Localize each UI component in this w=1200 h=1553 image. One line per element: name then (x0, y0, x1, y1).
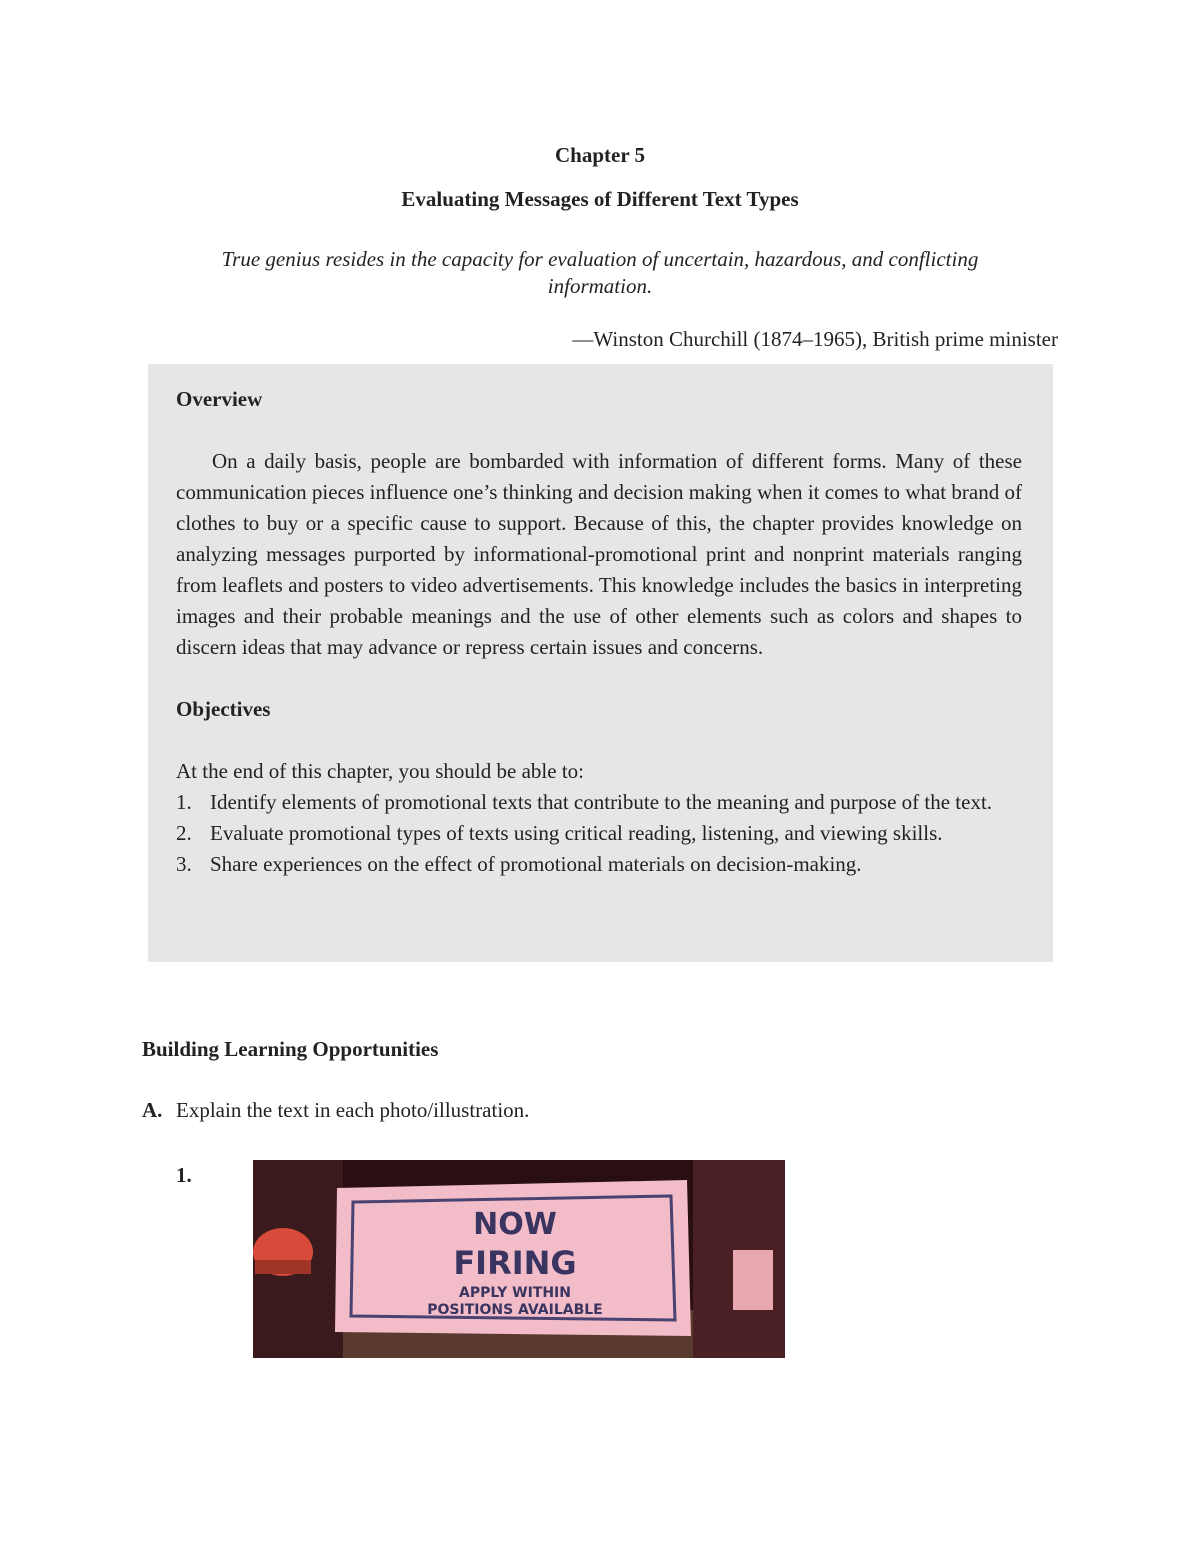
objective-number: 3. (176, 852, 192, 876)
overview-objectives-box (148, 364, 1053, 962)
background-note (733, 1250, 773, 1310)
sign-line-2: FIRING (453, 1244, 577, 1282)
epigraph-attribution: —Winston Churchill (1874–1965), British prime minister (572, 327, 1058, 351)
activity-letter: A. (142, 1098, 163, 1122)
objective-number: 2. (176, 821, 192, 845)
chapter-title: Evaluating Messages of Different Text Types (401, 187, 799, 211)
objective-item (176, 787, 1022, 818)
activity-item-number: 1. (176, 1163, 192, 1187)
section-title: Building Learning Opportunities (142, 1037, 439, 1061)
objective-text: Identify elements of promotional texts that contribute to the meaning and purpose of the text. (210, 790, 993, 814)
objective-text: Evaluate promotional types of texts using critical reading, listening, and viewing skills. (210, 821, 943, 845)
overview-heading: Overview (176, 387, 263, 411)
objectives-intro: At the end of this chapter, you should be able to: (176, 759, 584, 783)
epigraph-quote: True genius resides in the capacity for evaluation of uncertain, hazardous, and conflicting information. (221, 247, 979, 298)
objective-item (176, 849, 1022, 880)
activity-instruction (142, 1098, 529, 1123)
activity-instruction-text: Explain the text in each photo/illustration. (176, 1098, 530, 1122)
sign-line-4: POSITIONS AVAILABLE (427, 1302, 603, 1318)
objective-text: Share experiences on the effect of promotional materials on decision-making. (210, 852, 862, 876)
objective-number: 1. (176, 790, 192, 814)
now-firing-sign-photo (253, 1160, 785, 1358)
sign-line-3: APPLY WITHIN (459, 1285, 571, 1301)
objectives-list (176, 787, 1022, 880)
lamp-fringe (255, 1260, 311, 1274)
sign-line-1: NOW (473, 1207, 557, 1242)
objective-item (176, 818, 1022, 849)
overview-paragraph: On a daily basis, people are bombarded with information of different forms. Many of these communication pieces influence one’s thinking and decision making when it comes to what brand of clothes to buy or a specific cause to support. Because of this, the chapter provides knowledge on analyzing messages purported by informational-promotional print and nonprint materials ranging from leaflets and posters to video advertisements. This knowledge includes the basics in interpreting images and their probable meanings and the use of other elements such as colors and shapes to discern ideas that may advance or repress certain issues and concerns. (176, 449, 1022, 659)
chapter-number: Chapter 5 (554, 143, 646, 167)
objectives-heading: Objectives (176, 697, 271, 721)
